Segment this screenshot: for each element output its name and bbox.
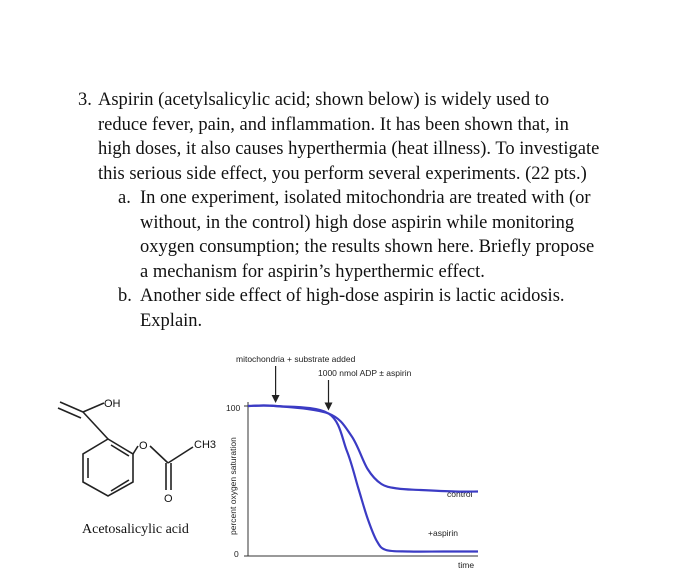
question-line: reduce fever, pain, and inflammation. It has been shown that, in xyxy=(98,114,569,135)
y-tick-100: 100 xyxy=(226,403,241,413)
structure-caption: Acetosalicylic acid xyxy=(82,522,189,537)
part-a-line: oxygen consumption; the results shown here. Briefly propose xyxy=(140,237,595,257)
annotation-arrowhead xyxy=(325,403,333,411)
ester-bond xyxy=(133,446,138,454)
part-a-label: a. xyxy=(118,188,131,208)
series-line-aspirin xyxy=(248,405,478,551)
series-line-control xyxy=(248,405,478,491)
structure-bonds xyxy=(58,402,193,496)
carbonyl-double-bond xyxy=(58,408,81,418)
ester-bond xyxy=(150,446,168,463)
part-a-line: without, in the control) high dose aspirin while monitoring xyxy=(140,212,575,233)
ester-oxygen-label: O xyxy=(139,440,148,452)
part-b-label: b. xyxy=(118,286,132,306)
annotation-arrowhead xyxy=(272,395,280,403)
question-stem xyxy=(98,88,678,186)
carbonyl-oxygen-label: O xyxy=(164,493,173,505)
part-b-line: Another side effect of high-dose aspirin is lactic acidosis. xyxy=(140,286,565,306)
oh-label: OH xyxy=(104,398,121,410)
question-line: Aspirin (acetylsalicylic acid; shown below) is widely used to xyxy=(98,90,550,110)
legend-control-label: control xyxy=(447,489,473,499)
benzene-ring xyxy=(83,439,133,496)
part-b-text xyxy=(140,284,680,333)
methyl-bond xyxy=(168,447,193,463)
ring-double-bond xyxy=(111,480,129,491)
annotation-substrate: mitochondria + substrate added xyxy=(236,354,356,364)
question-line: high doses, it also causes hyperthermia (heat illness). To investigate xyxy=(98,139,600,159)
y-axis-label: percent oxygen saturation xyxy=(228,437,238,535)
ring-double-bond xyxy=(111,445,129,456)
x-axis-label: time xyxy=(458,560,475,570)
part-a-line: In one experiment, isolated mitochondria are treated with (or xyxy=(140,188,591,208)
methyl-label: CH3 xyxy=(194,439,217,451)
annotation-adp: 1000 nmol ADP ± aspirin xyxy=(318,368,412,378)
question-number: 3. xyxy=(78,90,92,110)
carbonyl-double-bond xyxy=(60,402,83,412)
part-a-text xyxy=(140,186,680,284)
part-b-line: Explain. xyxy=(140,310,203,331)
question-line: this serious side effect, you perform several experiments. (22 pts.) xyxy=(98,163,587,184)
hydroxyl-bond xyxy=(83,403,104,412)
carboxyl-bond xyxy=(83,412,108,439)
part-a-line: a mechanism for aspirin’s hyperthermic effect. xyxy=(140,261,485,282)
legend-aspirin-label: +aspirin xyxy=(428,528,459,538)
y-tick-0: 0 xyxy=(234,549,239,559)
